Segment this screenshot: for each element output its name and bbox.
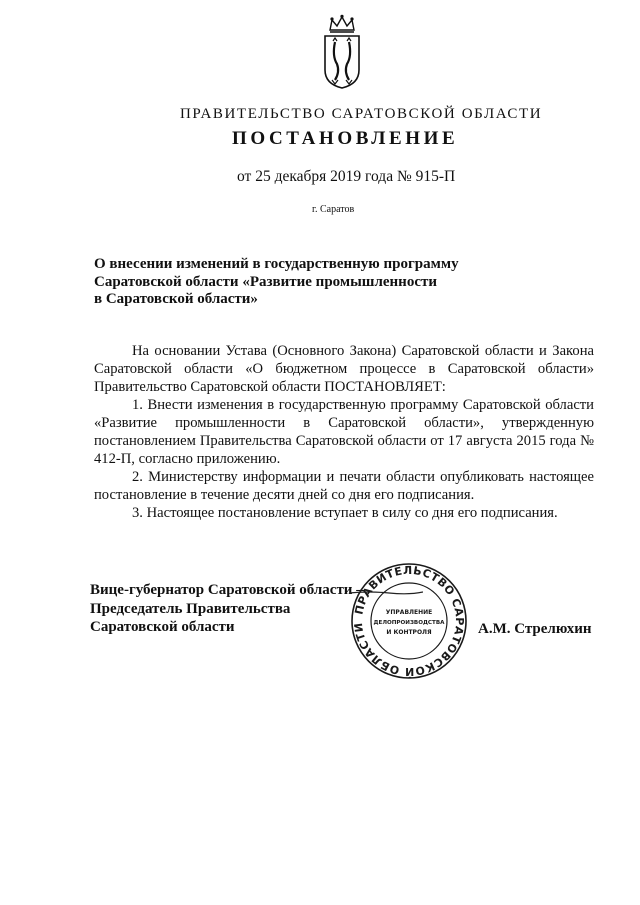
signer-name: А.М. Стрелюхин <box>478 621 592 637</box>
signer-position-line: Председатель Правительства <box>90 600 291 617</box>
document-date-number: от 25 декабря 2019 года № 915-П <box>237 168 456 185</box>
body-paragraph-preamble: На основании Устава (Основного Закона) Саратовской области и Закона Саратовской области «О бюджетном процессе в Саратовской области» Правительство Саратовской области ПОСТАНОВЛЯЕТ: <box>94 343 594 395</box>
subject-line: в Саратовской области» <box>94 291 258 307</box>
signer-position-line: Саратовской области <box>90 619 235 635</box>
saratov-coat-of-arms-icon <box>320 14 364 90</box>
document-subject <box>94 256 514 309</box>
stamp-outer-text: ПРАВИТЕЛЬСТВО САРАТОВСКОЙ ОБЛАСТИ <box>351 563 467 679</box>
subject-line: Саратовской области «Развитие промышленности <box>94 273 437 290</box>
body-paragraph-item-1: 1. Внести изменения в государственную программу Саратовской области «Развитие промышленности в Саратовской области», утвержденную постановлением Правительства Саратовской области от 17 августа 2015 года № 412-П, согласно приложению. <box>94 397 594 467</box>
subject-line: О внесении изменений в государственную программу <box>94 256 459 272</box>
document-type-heading: ПОСТАНОВЛЕНИЕ <box>232 128 459 149</box>
government-title: ПРАВИТЕЛЬСТВО САРАТОВСКОЙ ОБЛАСТИ <box>180 106 543 122</box>
stamp-inner-line: УПРАВЛЕНИЕ <box>385 609 433 616</box>
signer-position-line: Вице-губернатор Саратовской области – <box>90 582 364 598</box>
body-paragraph-item-3: 3. Настоящее постановление вступает в силу со дня его подписания. <box>132 505 558 521</box>
signer-position <box>90 581 364 637</box>
stamp-inner-line: И КОНТРОЛЯ <box>386 629 432 636</box>
body-paragraph-item-2: 2. Министерству информации и печати области опубликовать настоящее постановление в течение десяти дней со дня его подписания. <box>94 469 594 503</box>
document-city: г. Саратов <box>312 204 355 215</box>
document-body <box>94 342 594 522</box>
official-stamp <box>350 562 468 680</box>
stamp-inner-line: ДЕЛОПРОИЗВОДСТВА <box>373 620 445 626</box>
